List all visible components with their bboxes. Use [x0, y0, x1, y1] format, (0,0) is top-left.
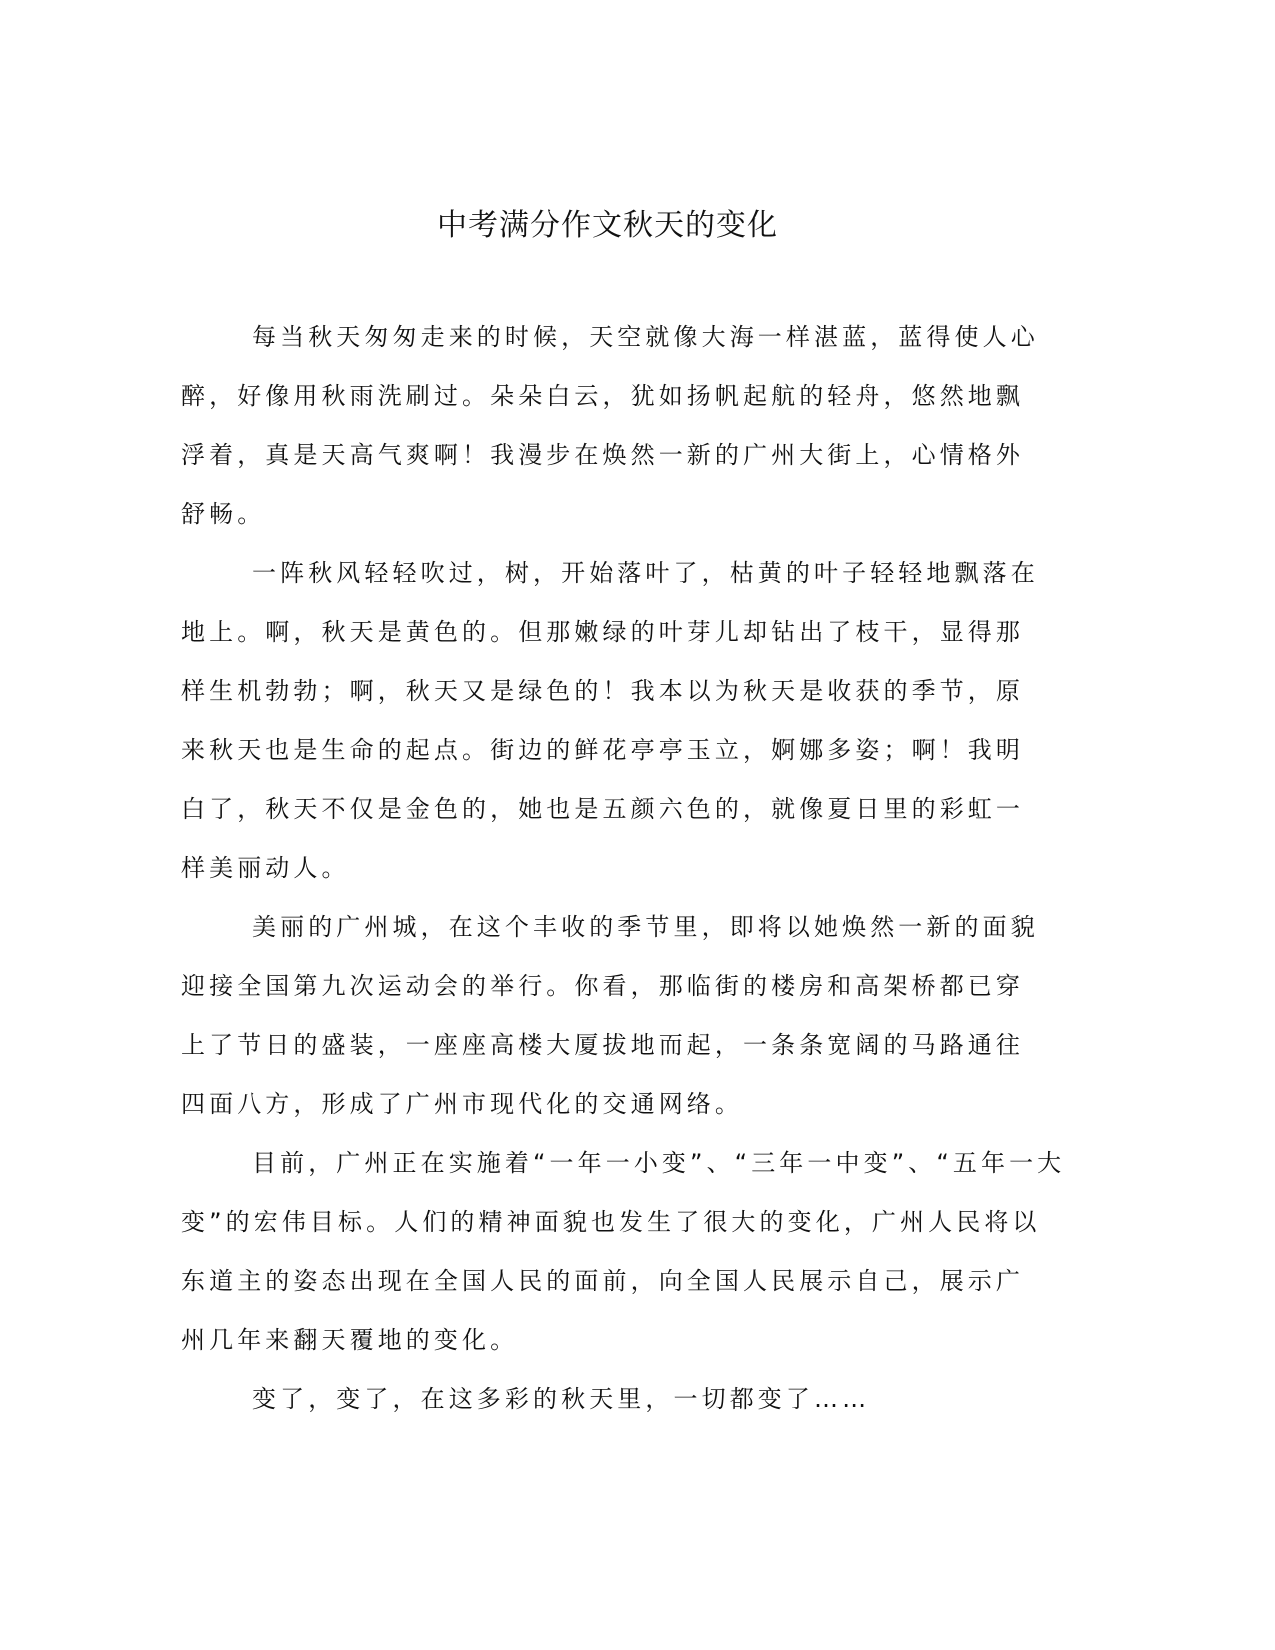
paragraph	[181, 1380, 1051, 1439]
text-line: 地上。啊，秋天是黄色的。但那嫩绿的叶芽儿却钻出了枝干，显得那	[181, 618, 1024, 646]
text-line: 东道主的姿态出现在全国人民的面前，向全国人民展示自己，展示广	[181, 1267, 1024, 1295]
paragraph	[181, 908, 1051, 1144]
text-line: 醉，好像用秋雨洗刷过。朵朵白云，犹如扬帆起航的轻舟，悠然地飘	[181, 382, 1024, 410]
text-line: 每当秋天匆匆走来的时候，天空就像大海一样湛蓝，蓝得使人心	[252, 323, 1039, 351]
text-line: 浮着，真是天高气爽啊！我漫步在焕然一新的广州大街上，心情格外	[181, 441, 1024, 469]
text-line: 来秋天也是生命的起点。街边的鲜花亭亭玉立，婀娜多姿；啊！我明	[181, 736, 1024, 764]
text-line: 目前，广州正在实施着“一年一小变”、“三年一中变”、“五年一大	[252, 1149, 1066, 1177]
text-line: 样美丽动人。	[181, 854, 350, 882]
text-line: 样生机勃勃；啊，秋天又是绿色的！我本以为秋天是收获的季节，原	[181, 677, 1024, 705]
paragraph	[181, 1144, 1066, 1380]
paragraph	[181, 318, 1051, 554]
text-line: 迎接全国第九次运动会的举行。你看，那临街的楼房和高架桥都已穿	[181, 972, 1024, 1000]
text-line: 四面八方，形成了广州市现代化的交通网络。	[181, 1090, 743, 1118]
document-title: 中考满分作文秋天的变化	[437, 208, 778, 243]
text-line: 变”的宏伟目标。人们的精神面貌也发生了很大的变化，广州人民将以	[181, 1208, 1041, 1236]
text-line: 变了，变了，在这多彩的秋天里，一切都变了……	[252, 1385, 871, 1413]
text-line: 上了节日的盛装，一座座高楼大厦拔地而起，一条条宽阔的马路通往	[181, 1031, 1024, 1059]
text-line: 一阵秋风轻轻吹过，树，开始落叶了，枯黄的叶子轻轻地飘落在	[252, 559, 1039, 587]
document-body	[181, 318, 1066, 1439]
text-line: 美丽的广州城，在这个丰收的季节里，即将以她焕然一新的面貌	[252, 913, 1039, 941]
text-line: 州几年来翻天覆地的变化。	[181, 1326, 519, 1354]
text-line: 舒畅。	[181, 500, 266, 528]
paragraph	[181, 554, 1051, 908]
text-line: 白了，秋天不仅是金色的，她也是五颜六色的，就像夏日里的彩虹一	[181, 795, 1024, 823]
